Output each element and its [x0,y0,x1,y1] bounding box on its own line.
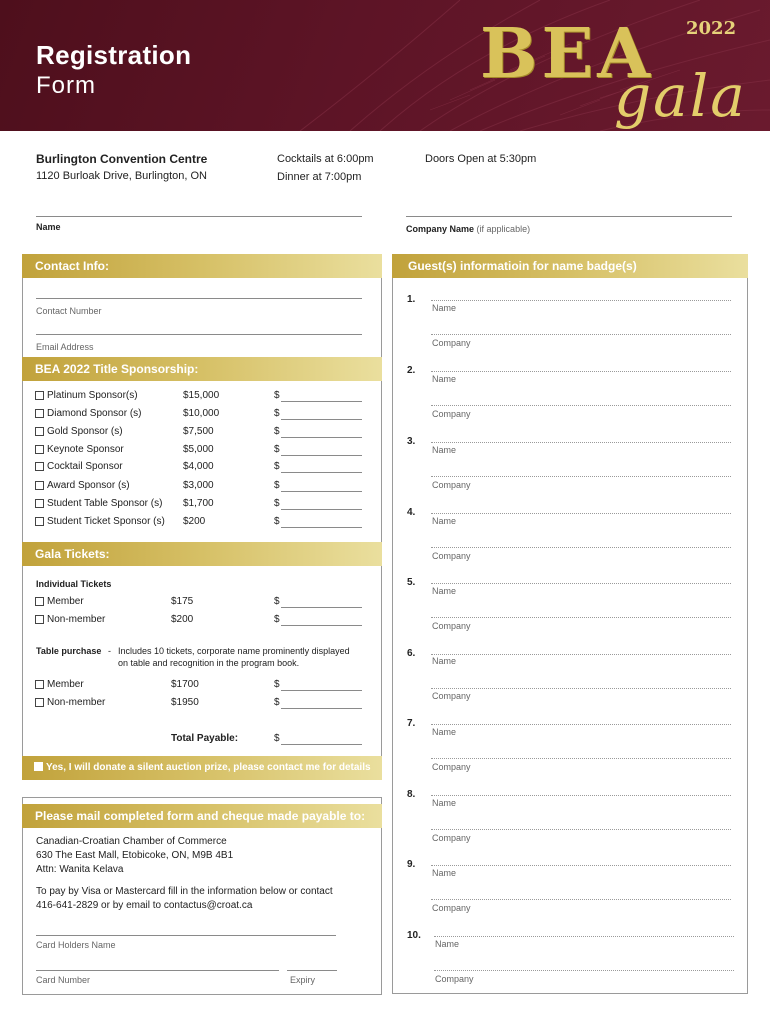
guest-number: 7. [407,718,416,729]
guest-name-label: Name [432,516,457,526]
table-purchase-desc-2: on table and recognition in the program book. [118,658,300,668]
guest-company-label: Company [432,621,471,631]
mail-address: 630 The East Mall, Etobicoke, ON, M9B 4B1 [36,850,234,861]
doors-time: Doors Open at 5:30pm [425,153,537,165]
sponsor-amount-field[interactable] [281,401,362,402]
guest-name-label: Name [432,656,457,666]
ticket-dollar: $ [274,596,280,607]
sponsor-dollar: $ [274,461,280,472]
sponsor-checkbox[interactable] [35,445,44,454]
card-holder-field[interactable] [36,935,336,936]
guest-number: 3. [407,436,416,447]
donate-bar[interactable] [22,756,382,780]
sponsor-label: Keynote Sponsor [47,444,124,455]
guests-header: Guest(s) informatioin for name badge(s) [392,254,748,278]
sponsor-price: $3,000 [183,480,214,491]
sponsor-amount-field[interactable] [281,472,362,473]
guest-name-label: Name [432,374,457,384]
ticket-label: Member [47,596,84,607]
sponsor-amount-field[interactable] [281,455,362,456]
sponsor-price: $7,500 [183,426,214,437]
sponsor-amount-field[interactable] [281,437,362,438]
total-amount-field[interactable] [281,744,362,745]
sponsor-dollar: $ [274,480,280,491]
ticket-member-checkbox[interactable] [35,597,44,606]
header-banner [0,0,770,131]
cocktails-time: Cocktails at 6:00pm [277,153,374,165]
ticket-nonmember-checkbox[interactable] [35,615,44,624]
sponsor-dollar: $ [274,444,280,455]
mail-header: Please mail completed form and cheque made payable to: [22,804,382,828]
sponsor-amount-field[interactable] [281,527,362,528]
guest-number: 10. [407,930,421,941]
venue-name: Burlington Convention Centre [36,152,208,166]
sponsor-label: Student Ticket Sponsor (s) [47,516,165,527]
company-field[interactable] [406,216,732,217]
sponsor-price: $15,000 [183,390,220,401]
guest-name-label: Name [432,303,457,313]
guest-name-field[interactable] [431,654,731,655]
guest-name-label: Name [435,939,460,949]
table-purchase-dash: - [108,646,111,656]
sponsor-label: Student Table Sponsor (s) [47,498,163,509]
sponsor-amount-field[interactable] [281,509,362,510]
ticket-label: Non-member [47,614,106,625]
guest-company-field[interactable] [431,405,731,406]
guest-number: 4. [407,507,416,518]
pay-instructions-2: 416-641-2829 or by email to contactus@croat.ca [36,900,253,911]
expiry-label: Expiry [290,975,316,985]
ticket-price: $200 [171,614,194,625]
guest-company-label: Company [432,551,471,561]
guest-name-label: Name [432,868,457,878]
guest-name-field[interactable] [431,583,731,584]
guest-name-field[interactable] [431,513,731,514]
sponsor-label: Diamond Sponsor (s) [47,408,142,419]
table-label: Non-member [47,697,106,708]
guest-name-label: Name [432,586,457,596]
guest-company-field[interactable] [431,476,731,477]
guest-company-field[interactable] [431,829,731,830]
table-amount-field[interactable] [281,708,362,709]
guest-name-label: Name [432,727,457,737]
sponsor-price: $4,000 [183,461,214,472]
sponsor-checkbox[interactable] [35,481,44,490]
sponsor-dollar: $ [274,426,280,437]
donate-checkbox[interactable] [34,762,43,771]
guest-company-field[interactable] [431,617,731,618]
ticket-dollar: $ [274,614,280,625]
ticket-amount-field[interactable] [281,625,362,626]
contact-number-field[interactable] [36,298,362,299]
sponsor-label: Gold Sponsor (s) [47,426,123,437]
ticket-price: $175 [171,596,194,607]
sponsor-checkbox[interactable] [35,499,44,508]
guest-number: 8. [407,789,416,800]
guest-name-label: Name [432,798,457,808]
guest-number: 5. [407,577,416,588]
sponsorship-header: BEA 2022 Title Sponsorship: [22,357,382,381]
guest-number: 6. [407,648,416,659]
individual-tickets-label: Individual Tickets [36,579,112,589]
sponsor-price: $1,700 [183,498,214,509]
mail-org: Canadian-Croatian Chamber of Commerce [36,836,227,847]
total-payable-label: Total Payable: [171,733,239,744]
guest-company-field[interactable] [431,899,731,900]
guest-name-field[interactable] [431,865,731,866]
guest-company-field[interactable] [431,758,731,759]
table-price: $1950 [171,697,199,708]
guest-company-label: Company [432,409,471,419]
guest-number: 1. [407,294,416,305]
email-field[interactable] [36,334,362,335]
donate-text: Yes, I will donate a silent auction prize, please contact me for details [46,762,371,773]
mail-attn: Attn: Wanita Kelava [36,864,124,875]
guest-company-label: Company [432,833,471,843]
sponsor-checkbox[interactable] [35,462,44,471]
sponsor-checkbox[interactable] [35,409,44,418]
guest-company-field[interactable] [431,688,731,689]
name-label: Name [36,222,61,232]
email-label: Email Address [36,342,94,352]
sponsor-checkbox[interactable] [35,391,44,400]
guest-company-field[interactable] [434,970,734,971]
name-field[interactable] [36,216,362,217]
venue-address: 1120 Burloak Drive, Burlington, ON [36,170,207,182]
expiry-field[interactable] [287,970,337,971]
card-number-field[interactable] [36,970,279,971]
sponsor-price: $5,000 [183,444,214,455]
guest-company-field[interactable] [431,547,731,548]
sponsor-label: Platinum Sponsor(s) [47,390,138,401]
guest-name-field[interactable] [431,300,731,301]
sponsor-price: $10,000 [183,408,220,419]
sponsor-amount-field[interactable] [281,491,362,492]
table-dollar: $ [274,697,280,708]
total-dollar: $ [274,733,280,744]
gala-tickets-header: Gala Tickets: [22,542,382,566]
guest-name-field[interactable] [431,442,731,443]
table-nonmember-checkbox[interactable] [35,698,44,707]
company-label-group [406,224,530,234]
contact-info-header: Contact Info: [22,254,382,278]
guest-number: 9. [407,859,416,870]
form-title: Registration [36,40,192,70]
card-holder-label: Card Holders Name [36,940,116,950]
company-label: Company Name [406,224,475,234]
logo-gala-script: gala [614,62,747,130]
sponsor-checkbox[interactable] [35,517,44,526]
sponsor-label: Award Sponsor (s) [47,480,130,491]
guest-name-field[interactable] [431,795,731,796]
table-amount-field[interactable] [281,690,362,691]
guest-company-label: Company [432,762,471,772]
company-note: (if applicable) [476,224,531,234]
guest-company-label: Company [432,480,471,490]
bea-logo: BEA [480,14,655,94]
sponsor-dollar: $ [274,498,280,509]
guest-name-label: Name [432,445,457,455]
table-member-checkbox[interactable] [35,680,44,689]
guest-name-field[interactable] [431,724,731,725]
sponsor-checkbox[interactable] [35,427,44,436]
guest-company-label: Company [432,903,471,913]
guest-company-label: Company [432,338,471,348]
card-number-label: Card Number [36,975,91,985]
form-subtitle: Form [36,72,96,99]
logo-year: 2022 [686,18,737,39]
sponsor-amount-field[interactable] [281,419,362,420]
guest-name-field[interactable] [434,936,734,937]
guest-company-label: Company [432,691,471,701]
sponsor-label: Cocktail Sponsor [47,461,123,472]
table-label: Member [47,679,84,690]
table-purchase-desc-1: Includes 10 tickets, corporate name prominently displayed [118,646,350,656]
contact-number-label: Contact Number [36,306,102,316]
ticket-amount-field[interactable] [281,607,362,608]
sponsor-price: $200 [183,516,206,527]
sponsor-dollar: $ [274,390,280,401]
sponsor-dollar: $ [274,408,280,419]
sponsor-dollar: $ [274,516,280,527]
guest-name-field[interactable] [431,371,731,372]
table-price: $1700 [171,679,199,690]
guest-number: 2. [407,365,416,376]
guest-company-field[interactable] [431,334,731,335]
table-dollar: $ [274,679,280,690]
guest-company-label: Company [435,974,474,984]
dinner-time: Dinner at 7:00pm [277,171,362,183]
pay-instructions-1: To pay by Visa or Mastercard fill in the information below or contact [36,886,333,897]
table-purchase-label: Table purchase [36,646,102,656]
